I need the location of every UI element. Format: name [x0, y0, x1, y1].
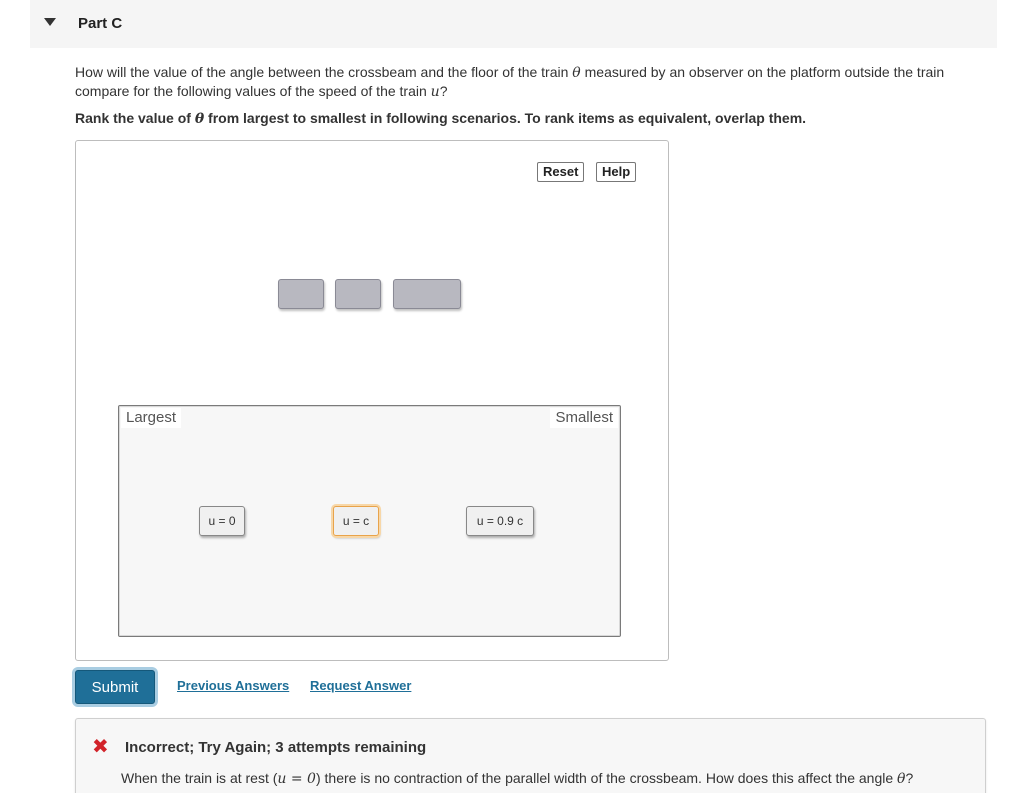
x-icon: ✖: [92, 734, 109, 758]
previous-answers-link[interactable]: Previous Answers: [177, 678, 290, 693]
ranking-widget: [75, 140, 669, 661]
rank-tile-u-0-9c[interactable]: u = 0.9 c: [466, 506, 534, 536]
smallest-label: Smallest: [550, 408, 618, 428]
instruction-text-2: from largest to smallest in following scenarios. To rank items as equivalent, overlap them.: [204, 110, 807, 126]
question-text-1: How will the value of the angle between the crossbeam and the floor of the train: [75, 64, 573, 80]
request-answer-link[interactable]: Request Answer: [310, 678, 412, 693]
part-title: Part C: [78, 15, 123, 32]
caret-down-icon[interactable]: [44, 18, 56, 26]
question-text-3: ?: [439, 83, 448, 99]
help-button[interactable]: Help: [596, 162, 636, 182]
largest-label: Largest: [121, 408, 181, 428]
part-header[interactable]: [30, 0, 997, 48]
feedback-panel: [75, 718, 986, 793]
rank-tile-u-c[interactable]: u = c: [333, 506, 379, 536]
question-text-2: measured by an observer on the platform outside the train compare for the following values of the speed of the train: [75, 64, 945, 99]
reset-button[interactable]: Reset: [537, 162, 584, 182]
instruction-text: [75, 110, 985, 127]
ranking-drop-area[interactable]: [118, 405, 621, 637]
feedback-text-3: ?: [905, 770, 914, 786]
empty-source-slot[interactable]: [393, 279, 461, 309]
u-equals-zero: u = 0: [277, 771, 316, 787]
empty-source-slot[interactable]: [335, 279, 381, 309]
theta-symbol: θ: [897, 771, 906, 787]
submit-button[interactable]: Submit: [75, 670, 155, 704]
feedback-text: [121, 770, 913, 787]
theta-symbol: θ: [572, 65, 581, 81]
question-text: [75, 63, 985, 101]
rank-tile-u-0[interactable]: u = 0: [199, 506, 245, 536]
feedback-text-2: ) there is no contraction of the parallel width of the crossbeam. How does this affect the angle: [315, 770, 898, 786]
feedback-title: Incorrect; Try Again; 3 attempts remaining: [125, 739, 427, 756]
empty-source-slot[interactable]: [278, 279, 324, 309]
feedback-text-1: When the train is at rest (: [121, 770, 278, 786]
u-symbol: u: [430, 84, 440, 100]
instruction-text-1: Rank the value of: [75, 110, 195, 126]
theta-symbol: θ: [194, 111, 205, 127]
